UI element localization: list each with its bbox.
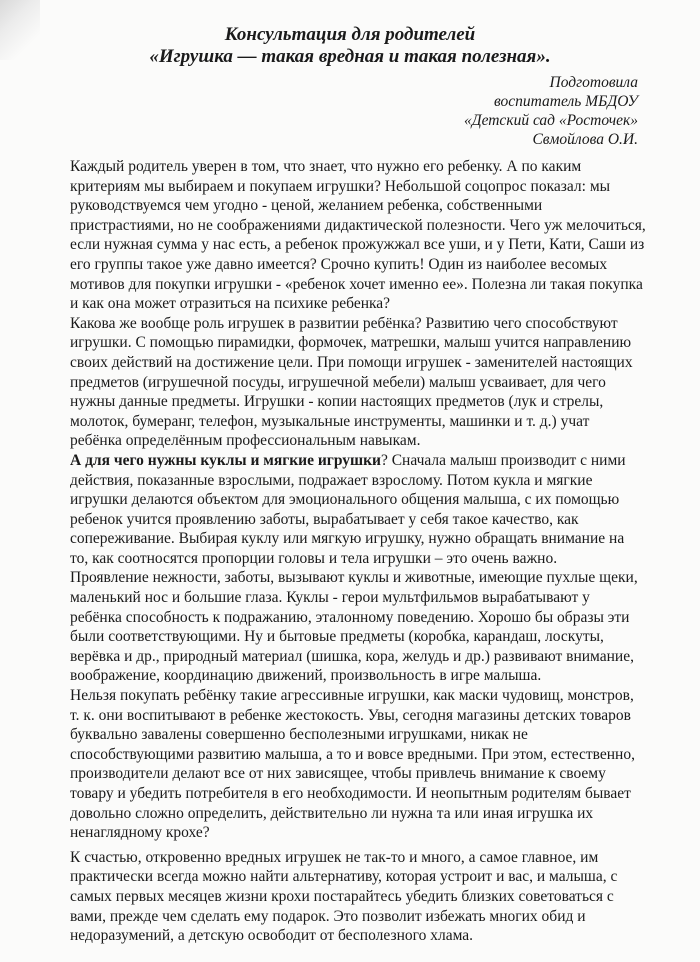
paragraph-6: [70, 848, 655, 946]
text-line: его группы такое уже давно имеется? Срочно купить! Один из наиболее весомых: [70, 255, 608, 273]
text-line: были соответствующими. Ну и бытовые предметы (коробка, карандаш, лоскуты,: [70, 628, 604, 646]
text-line: Какова же вообще роль игрушек в развитии ребёнка? Развитию чего способствуют: [70, 314, 618, 332]
text-line: если нужная сумма у нас есть, а ребенок прожужжал все уши, и у Пети, Кати, Саши из: [70, 236, 645, 254]
paragraph-3: [70, 451, 655, 569]
text-line: Проявление нежности, заботы, вызывают куклы и животные, имеющие пухлые щеки,: [70, 569, 638, 587]
text-line: К счастью, откровенно вредных игрушек не так-то и много, а самое главное, им: [70, 848, 599, 866]
text-line: пристрастиями, но не соображениями дидактической полезности. Чего уж мелочиться,: [70, 216, 646, 234]
text-line: молоток, бумеранг, телефон, музыкальные инструменты, машинки и т. д.) учат: [70, 412, 590, 430]
text-line: ненаглядному крохе?: [70, 824, 210, 842]
author-line-2: воспитатель МБДОУ: [494, 93, 638, 110]
text-line: вами, прежде чем сделать ему подарок. Это позволит избежать многих обид и: [70, 907, 586, 925]
author-credits: [464, 73, 638, 149]
body-text: [70, 157, 655, 946]
text-line: практически всегда можно найти альтернативу, которая устроит и вас, и малыша, с: [70, 868, 618, 886]
document-title: [0, 24, 700, 68]
text-line: буквально завалены совершенно бесполезными игрушками, никак не: [70, 726, 528, 744]
text-line: игрушки делаются объектом для эмоционального общения малыша, с их помощью: [70, 491, 620, 509]
text-line: ребёнка способность к подражанию, эталонному поведению. Хорошо бы образы эти: [70, 608, 630, 626]
text-line: самых первых месяцев жизни крохи постарайтесь убедить близких советоваться с: [70, 887, 614, 905]
text-line: Каждый родитель уверен в том, что знает, что нужно его ребенку. А по каким: [70, 158, 582, 175]
text-line: своих действий на достижение цели. При помощи игрушек - заменителей настоящих: [70, 353, 633, 371]
text-fragment: ? Сначала малыш производит с ними: [380, 451, 626, 469]
text-line: довольно сложно определить, действительно ли нужна та или иная игрушка их: [70, 804, 594, 822]
text-line: верёвка и др., природный материал (шишка, кора, желудь и др.) развивают внимание,: [70, 647, 634, 665]
text-line: критериям мы выбираем и покупаем игрушки? Небольшой соцопрос показал: мы: [70, 177, 611, 195]
paragraph-5: [70, 686, 655, 843]
title-line-1: Консультация для родителей: [224, 24, 476, 45]
text-line: т. к. они воспитывают в ребенке жестокость. Увы, сегодня магазины детских товаров: [70, 706, 631, 724]
text-line: руководствуемся чем угодно - ценой, желанием ребенка, собственными: [70, 197, 543, 215]
text-line: Нельзя покупать ребёнку такие агрессивные игрушки, как маски чудовищ, монстров,: [70, 687, 634, 705]
author-line-4: Свмойлова О.И.: [532, 131, 638, 148]
text-line: ребёнка определённым профессиональным навыкам.: [70, 432, 421, 450]
text-line: способствующими развитию малыша, а то и вовсе вредными. При этом, естественно,: [70, 745, 635, 763]
paragraph-4: [70, 568, 655, 686]
paragraph-2: [70, 314, 655, 451]
text-line: [70, 451, 655, 471]
text-line: и как она может отразиться на психике ребенка?: [70, 295, 391, 313]
text-line: сопереживание. Выбирая куклу или мягкую игрушку, нужно обращать внимание на: [70, 530, 625, 548]
text-line: мотивов для покупки игрушки - «ребенок хочет именно ее». Полезна ли такая покупка: [70, 275, 643, 293]
text-line: производители делают все от них зависящее, чтобы привлечь внимание к своему: [70, 765, 606, 783]
text-line: маленький нос и большие глаза. Куклы - герои мультфильмов вырабатывают у: [70, 589, 590, 607]
text-line: недоразумений, а детскую освободит от бесполезного хлама.: [70, 927, 474, 945]
author-line-3: «Детский сад «Росточек»: [463, 112, 638, 129]
text-line: воображение, координацию движений, произвольность в игре малыша.: [70, 667, 542, 685]
text-line: игрушки. С помощью пирамидки, формочек, матрешки, малыш учится направлению: [70, 334, 632, 352]
text-line: товару и убедить потребителя в его необходимости. И неопытным родителям бывает: [70, 785, 631, 802]
bold-heading: А для чего нужны куклы и мягкие игрушки: [70, 451, 381, 469]
author-line-1: Подготовила: [549, 74, 638, 91]
text-line: нужны данные предметы. Игрушки - копии настоящих предметов (лук и стрелы,: [70, 393, 604, 411]
title-line-2: «Игрушка — такая вредная и такая полезная».: [149, 46, 551, 67]
text-line: действия, показанные взрослыми, подражает взрослому. Потом кукла и мягкие: [70, 471, 593, 489]
text-line: то, как соотносятся пропорции головы и тела игрушки – это очень важно.: [70, 549, 558, 567]
text-line: предметов (игрушечной посуды, игрушечной мебели) малыш усваивает, для чего: [70, 373, 606, 391]
paragraph-1: [70, 157, 655, 314]
text-line: ребенок учится проявлению заботы, вырабатывает у себя такое качество, как: [70, 510, 579, 528]
